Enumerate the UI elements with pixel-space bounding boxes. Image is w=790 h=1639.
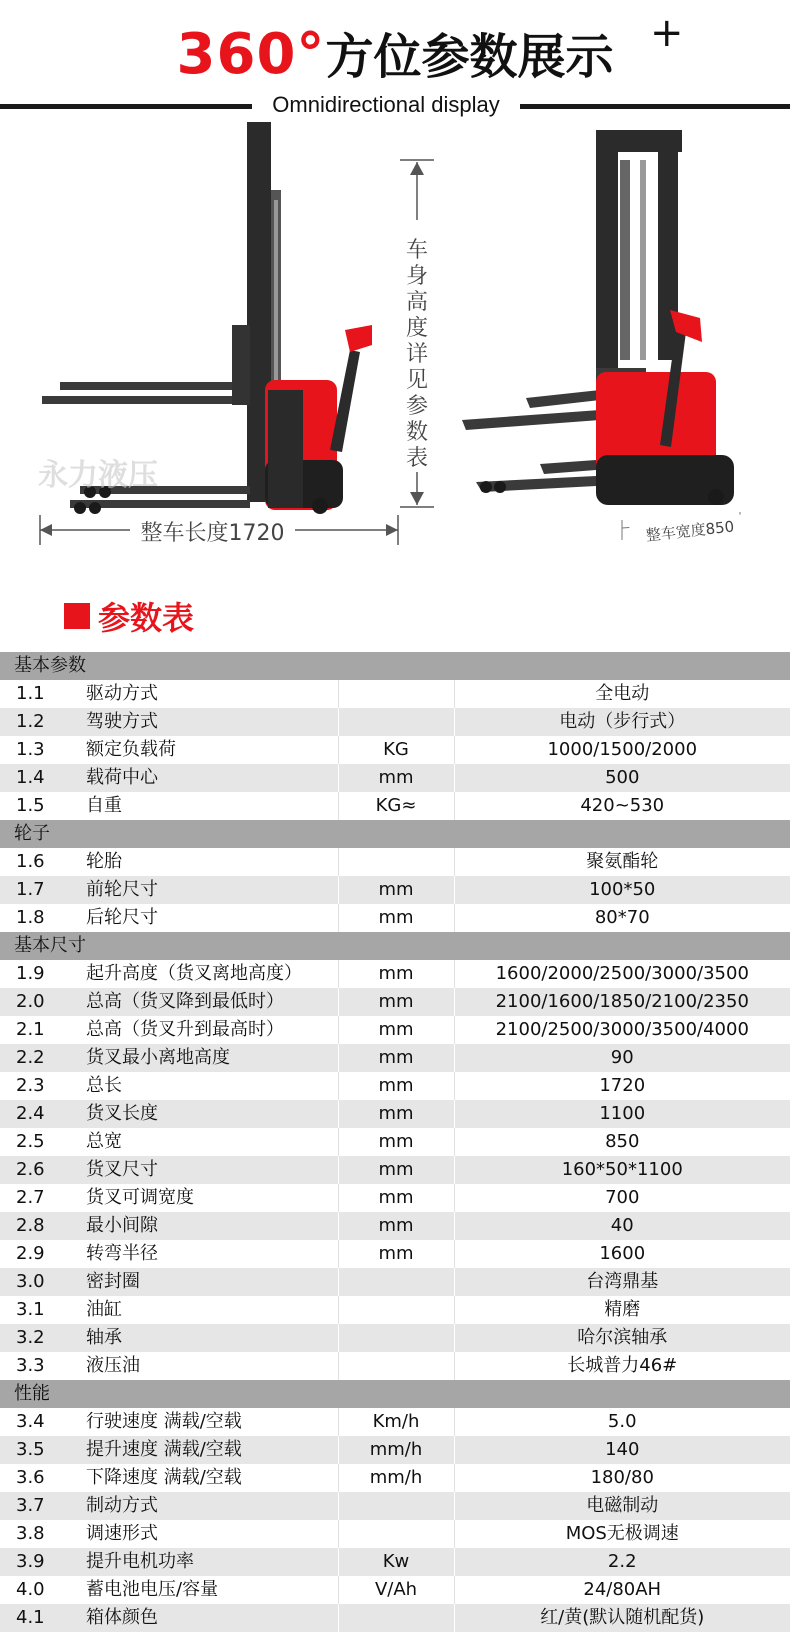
spec-number: 2.5 xyxy=(0,1128,86,1156)
spec-value: 哈尔滨轴承 xyxy=(454,1324,790,1352)
spec-section-title: 参数表 xyxy=(98,599,195,637)
spec-value: 140 xyxy=(454,1436,790,1464)
spec-number: 3.7 xyxy=(0,1492,86,1520)
spec-unit: mm xyxy=(338,764,454,792)
spec-row xyxy=(0,708,790,736)
spec-number: 3.6 xyxy=(0,1464,86,1492)
spec-row xyxy=(0,1324,790,1352)
spec-row xyxy=(0,1128,790,1156)
height-note: 车身高度详见参数表 xyxy=(405,238,428,471)
spec-number: 2.2 xyxy=(0,1044,86,1072)
spec-number: 3.5 xyxy=(0,1436,86,1464)
spec-row xyxy=(0,1184,790,1212)
spec-section-heading xyxy=(64,596,194,636)
spec-name: 总宽 xyxy=(86,1128,338,1156)
spec-row xyxy=(0,1100,790,1128)
spec-value: 5.0 xyxy=(454,1408,790,1436)
spec-unit xyxy=(338,1296,454,1324)
spec-name: 箱体颜色 xyxy=(86,1604,338,1632)
stacker-illustrations xyxy=(0,120,790,580)
spec-unit: mm xyxy=(338,876,454,904)
spec-name: 轴承 xyxy=(86,1324,338,1352)
spec-row xyxy=(0,1240,790,1268)
spec-name: 起升高度（货叉离地高度） xyxy=(86,960,338,988)
spec-number: 2.6 xyxy=(0,1156,86,1184)
spec-row xyxy=(0,876,790,904)
spec-row xyxy=(0,904,790,932)
spec-name: 密封圈 xyxy=(86,1268,338,1296)
spec-unit xyxy=(338,848,454,876)
spec-group-header xyxy=(0,1380,790,1408)
spec-unit xyxy=(338,1520,454,1548)
spec-unit: mm xyxy=(338,960,454,988)
spec-unit: KG≈ xyxy=(338,792,454,820)
spec-value: MOS无极调速 xyxy=(454,1520,790,1548)
spec-value: 700 xyxy=(454,1184,790,1212)
spec-number: 2.8 xyxy=(0,1212,86,1240)
spec-row xyxy=(0,1492,790,1520)
spec-name: 自重 xyxy=(86,792,338,820)
spec-row xyxy=(0,736,790,764)
spec-unit: mm xyxy=(338,904,454,932)
spec-number: 3.3 xyxy=(0,1352,86,1380)
spec-unit xyxy=(338,708,454,736)
spec-value: 100*50 xyxy=(454,876,790,904)
spec-value: 2100/1600/1850/2100/2350 xyxy=(454,988,790,1016)
spec-number: 4.1 xyxy=(0,1604,86,1632)
spec-name: 转弯半径 xyxy=(86,1240,338,1268)
spec-name: 总高（货叉降到最低时） xyxy=(86,988,338,1016)
spec-number: 1.9 xyxy=(0,960,86,988)
spec-number: 1.5 xyxy=(0,792,86,820)
spec-unit: KG xyxy=(338,736,454,764)
spec-name: 提升电机功率 xyxy=(86,1548,338,1576)
spec-number: 1.1 xyxy=(0,680,86,708)
spec-unit: mm xyxy=(338,1100,454,1128)
spec-value: 长城普力46# xyxy=(454,1352,790,1380)
title-number: 360° xyxy=(176,22,326,87)
spec-value: 80*70 xyxy=(454,904,790,932)
spec-value: 精磨 xyxy=(454,1296,790,1324)
spec-name: 货叉尺寸 xyxy=(86,1156,338,1184)
spec-number: 3.8 xyxy=(0,1520,86,1548)
spec-unit: V/Ah xyxy=(338,1576,454,1604)
spec-row xyxy=(0,848,790,876)
length-note: 整车长度1720 xyxy=(130,516,295,547)
spec-row xyxy=(0,792,790,820)
spec-name: 额定负载荷 xyxy=(86,736,338,764)
spec-value: 全电动 xyxy=(454,680,790,708)
spec-number: 3.2 xyxy=(0,1324,86,1352)
spec-name: 蓄电池电压/容量 xyxy=(86,1576,338,1604)
spec-number: 1.6 xyxy=(0,848,86,876)
spec-number: 2.4 xyxy=(0,1100,86,1128)
spec-name: 轮胎 xyxy=(86,848,338,876)
spec-unit: mm xyxy=(338,1156,454,1184)
spec-name: 液压油 xyxy=(86,1352,338,1380)
spec-row xyxy=(0,1604,790,1632)
subtitle: Omnidirectional display xyxy=(272,92,500,117)
spec-name: 油缸 xyxy=(86,1296,338,1324)
spec-value: 420~530 xyxy=(454,792,790,820)
spec-row xyxy=(0,680,790,708)
spec-number: 2.3 xyxy=(0,1072,86,1100)
spec-value: 160*50*1100 xyxy=(454,1156,790,1184)
spec-group-header xyxy=(0,820,790,848)
spec-group-header xyxy=(0,652,790,680)
red-square-marker xyxy=(64,603,90,629)
spec-value: 2.2 xyxy=(454,1548,790,1576)
spec-unit xyxy=(338,680,454,708)
product-images xyxy=(0,120,790,580)
spec-value: 电动（步行式） xyxy=(454,708,790,736)
spec-name: 调速形式 xyxy=(86,1520,338,1548)
spec-group-header xyxy=(0,932,790,960)
spec-value: 1100 xyxy=(454,1100,790,1128)
spec-unit: Kw xyxy=(338,1548,454,1576)
spec-unit: mm xyxy=(338,1128,454,1156)
spec-unit: mm xyxy=(338,1184,454,1212)
spec-value: 1600/2000/2500/3000/3500 xyxy=(454,960,790,988)
spec-value: 聚氨酯轮 xyxy=(454,848,790,876)
spec-row xyxy=(0,1072,790,1100)
spec-row xyxy=(0,1436,790,1464)
spec-value: 1000/1500/2000 xyxy=(454,736,790,764)
spec-unit: mm xyxy=(338,1072,454,1100)
spec-row xyxy=(0,1464,790,1492)
width-note: 整车宽度850 xyxy=(629,514,751,547)
spec-number: 1.8 xyxy=(0,904,86,932)
spec-name: 制动方式 xyxy=(86,1492,338,1520)
spec-value: 2100/2500/3000/3500/4000 xyxy=(454,1016,790,1044)
spec-value: 1720 xyxy=(454,1072,790,1100)
spec-name: 驱动方式 xyxy=(86,680,338,708)
spec-number: 2.9 xyxy=(0,1240,86,1268)
spec-row xyxy=(0,764,790,792)
spec-number: 2.1 xyxy=(0,1016,86,1044)
spec-number: 3.0 xyxy=(0,1268,86,1296)
spec-row xyxy=(0,1548,790,1576)
spec-number: 1.7 xyxy=(0,876,86,904)
spec-unit: mm xyxy=(338,1240,454,1268)
spec-row xyxy=(0,1268,790,1296)
spec-number: 1.4 xyxy=(0,764,86,792)
page-title xyxy=(0,10,790,87)
spec-value: 180/80 xyxy=(454,1464,790,1492)
spec-row xyxy=(0,1212,790,1240)
spec-name: 总长 xyxy=(86,1072,338,1100)
angled-view-stacker xyxy=(462,130,734,505)
spec-number: 1.3 xyxy=(0,736,86,764)
spec-unit: mm xyxy=(338,1044,454,1072)
spec-value: 1600 xyxy=(454,1240,790,1268)
divider-left xyxy=(0,104,252,109)
spec-unit: mm/h xyxy=(338,1464,454,1492)
spec-number: 4.0 xyxy=(0,1576,86,1604)
spec-value: 电磁制动 xyxy=(454,1492,790,1520)
spec-row xyxy=(0,988,790,1016)
title-text: 方位参数展示 xyxy=(325,29,614,85)
spec-unit: mm xyxy=(338,1212,454,1240)
spec-unit: mm xyxy=(338,988,454,1016)
spec-group-label: 性能 xyxy=(0,1380,790,1408)
spec-number: 2.0 xyxy=(0,988,86,1016)
spec-value: 红/黄(默认随机配货) xyxy=(454,1604,790,1632)
spec-value: 台湾鼎基 xyxy=(454,1268,790,1296)
spec-name: 前轮尺寸 xyxy=(86,876,338,904)
spec-unit xyxy=(338,1604,454,1632)
spec-unit: mm xyxy=(338,1016,454,1044)
spec-row xyxy=(0,1352,790,1380)
spec-unit: mm/h xyxy=(338,1436,454,1464)
spec-name: 提升速度 满载/空载 xyxy=(86,1436,338,1464)
divider-right xyxy=(520,104,790,109)
spec-unit: Km/h xyxy=(338,1408,454,1436)
spec-value: 500 xyxy=(454,764,790,792)
plus-mark: + xyxy=(650,10,684,56)
spec-name: 载荷中心 xyxy=(86,764,338,792)
spec-unit xyxy=(338,1492,454,1520)
spec-group-label: 轮子 xyxy=(0,820,790,848)
spec-row xyxy=(0,1156,790,1184)
spec-table xyxy=(0,652,790,1632)
spec-unit xyxy=(338,1324,454,1352)
spec-row xyxy=(0,1520,790,1548)
spec-number: 2.7 xyxy=(0,1184,86,1212)
spec-number: 1.2 xyxy=(0,708,86,736)
spec-name: 驾驶方式 xyxy=(86,708,338,736)
spec-row xyxy=(0,1296,790,1324)
spec-value: 850 xyxy=(454,1128,790,1156)
spec-value: 40 xyxy=(454,1212,790,1240)
spec-name: 货叉长度 xyxy=(86,1100,338,1128)
spec-number: 3.1 xyxy=(0,1296,86,1324)
spec-name: 总高（货叉升到最高时） xyxy=(86,1016,338,1044)
spec-row xyxy=(0,960,790,988)
spec-name: 货叉可调宽度 xyxy=(86,1184,338,1212)
spec-name: 最小间隙 xyxy=(86,1212,338,1240)
spec-name: 行驶速度 满载/空载 xyxy=(86,1408,338,1436)
spec-unit xyxy=(338,1268,454,1296)
spec-name: 下降速度 满载/空载 xyxy=(86,1464,338,1492)
spec-row xyxy=(0,1408,790,1436)
spec-value: 24/80AH xyxy=(454,1576,790,1604)
spec-number: 3.9 xyxy=(0,1548,86,1576)
spec-row xyxy=(0,1016,790,1044)
spec-group-label: 基本尺寸 xyxy=(0,932,790,960)
spec-number: 3.4 xyxy=(0,1408,86,1436)
spec-row xyxy=(0,1044,790,1072)
spec-name: 货叉最小离地高度 xyxy=(86,1044,338,1072)
spec-row xyxy=(0,1576,790,1604)
spec-group-label: 基本参数 xyxy=(0,652,790,680)
spec-value: 90 xyxy=(454,1044,790,1072)
brand-watermark: 永力液压 xyxy=(38,458,158,493)
spec-name: 后轮尺寸 xyxy=(86,904,338,932)
spec-unit xyxy=(338,1352,454,1380)
